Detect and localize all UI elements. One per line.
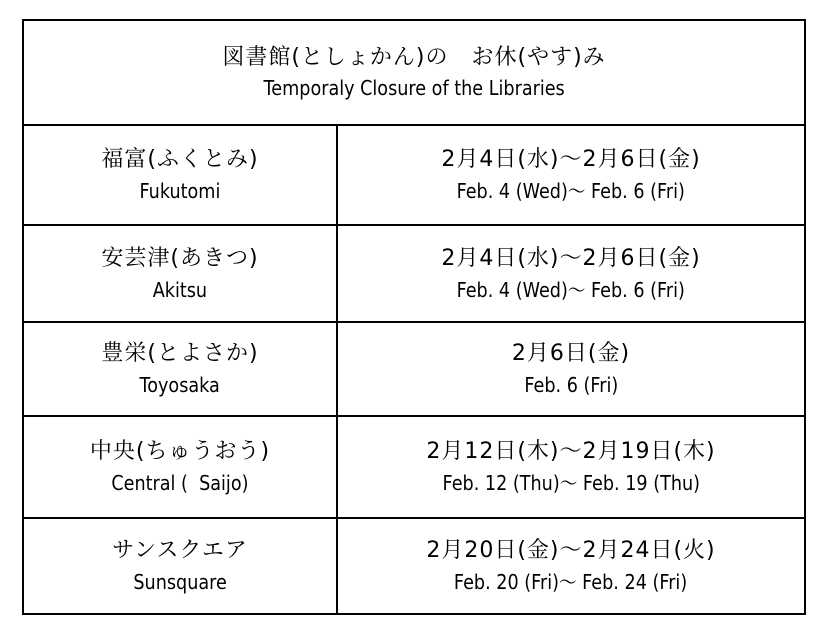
library-name-japanese: 豊栄(とよさか) [101,341,259,366]
table-row-fukutomi [24,126,804,226]
closure-dates-english: Feb. 12 (Thu)～ Feb. 19 (Thu) [442,471,700,495]
table-header [24,21,804,126]
library-name-japanese: 安芸津(あきつ) [101,245,259,271]
library-name-english: Central ( Saijo) [111,471,249,495]
closure-dates-japanese: 2月12日(木)～2月19日(木) [426,439,716,464]
closure-dates-cell [338,226,804,321]
library-name-japanese: 福富(ふくとみ) [101,147,259,172]
closure-dates-cell [338,519,804,613]
closure-dates-japanese: 2月6日(金) [511,341,631,366]
library-name-english: Akitsu [152,277,208,302]
closure-table [22,19,806,615]
table-row-toyosaka [24,323,804,417]
closure-dates-japanese: 2月20日(金)～2月24日(火) [426,538,716,563]
library-name-english: Toyosaka [139,373,221,397]
closure-dates-english: Feb. 20 (Fri)～ Feb. 24 (Fri) [454,570,688,594]
closure-dates-cell [338,126,804,224]
closure-dates-cell [338,417,804,517]
library-name-cell [24,323,338,415]
table-row-central [24,417,804,519]
closure-dates-english: Feb. 4 (Wed)～ Feb. 6 (Fri) [456,277,686,302]
library-name-japanese: サンスクエア [112,538,248,563]
title-english: Temporaly Closure of the Libraries [263,75,565,100]
closure-dates-english: Feb. 6 (Fri) [524,373,618,397]
library-name-cell [24,519,338,613]
title-japanese: 図書館(としょかん)の お休(やす)み [222,44,606,70]
closure-dates-cell [338,323,804,415]
table-row-sunsquare [24,519,804,613]
table-row-akitsu [24,226,804,323]
library-name-japanese: 中央(ちゅうおう) [89,439,271,464]
library-name-cell [24,126,338,224]
library-name-english: Sunsquare [133,570,227,594]
library-name-cell [24,417,338,517]
closure-dates-japanese: 2月4日(水)～2月6日(金) [441,147,701,172]
library-name-english: Fukutomi [139,179,221,203]
closure-dates-english: Feb. 4 (Wed)～ Feb. 6 (Fri) [456,179,686,203]
library-name-cell [24,226,338,321]
closure-dates-japanese: 2月4日(水)～2月6日(金) [441,245,701,271]
